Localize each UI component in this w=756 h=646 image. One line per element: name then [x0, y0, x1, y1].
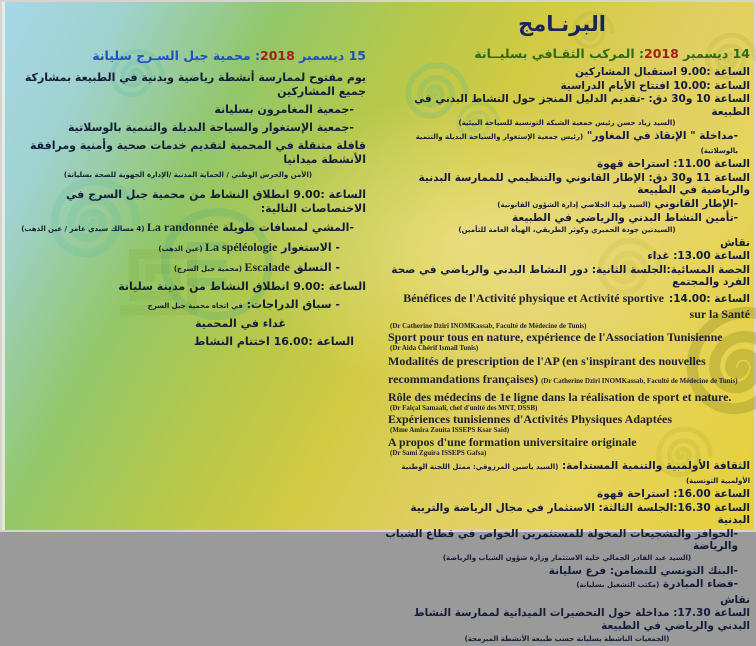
speaker-credit: (رئيس جمعية الإستغوار والسياحة البديلة والتنمية بالوسلاتية) [415, 133, 738, 155]
association-line: -جمعية المغامرون بسليانة [214, 103, 354, 116]
day2-year: 2018 [260, 48, 295, 63]
speaker-credit: (السيد وليد الجلاصي إدارة الشؤون القانونية) [497, 200, 651, 209]
speaker-credit: (Dr Faiçal Samaali, chef d'unité des MNT, DSSB) [390, 403, 538, 412]
schedule-line: يوم مفتوح لممارسة أنشطة رياضية وبدنية في الطبيعة بمشاركة جميع المشاركين [24, 71, 366, 98]
venue-note: (محمية جبل السرج) [173, 265, 245, 273]
schedule-line: الساعة :16.00 اختتام النشاط [193, 335, 354, 348]
speaker-credit: (السيد زياد حسن رئيس جمعية الشبكة التونسية للسياحة البيئية) [458, 119, 676, 127]
page-title: البرنـامج [518, 12, 606, 36]
schedule-line: الثقافة الأولمبية والتنمية المستدامة: (السيد ياسين المرزوقي: ممثل اللجنة الوطنية الأولمبية التونسية) [401, 460, 750, 485]
day1-year: 2018 [644, 46, 679, 61]
speaker-credit: (الجمعيات الناشطة بسليانة حسب طبيعة الأنشطة المبرمجة) [464, 635, 670, 643]
schedule-line: الساعة :9.00 استقبال المشاركين [574, 66, 750, 78]
talk-title: Modalités de prescription de l'AP (en s'inspirant des nouvelles [388, 353, 706, 368]
speaker-credit: (السيدتين جودة الحميري وكوثر الطريقي، الهيأة العامة للتأمين) [458, 225, 676, 234]
talk-title: الساعة :14.00: Bénéfices de l'Activité physique et Activité sportive sur la Santé [403, 290, 750, 321]
speaker-credit: (مكتب التشغيل بسليانة) [576, 581, 660, 589]
venue-note: في اتجاه محمية جبل السرج [147, 302, 243, 310]
page-edge [2, 2, 5, 530]
speaker-credit: (Dr Aida Chérif Ismaïl Tunis) [390, 344, 479, 352]
session-title: الساعة 16.30:الجلسة الثالثة: الاستثمار في مجال الرياضة والتربية البدنية [410, 501, 750, 526]
talk-title: Expériences tunisiennes d'Activités Physiques Adaptées [388, 412, 673, 426]
activity-line: - التسلق Escalade (محمية جبل السرج) [173, 260, 340, 274]
day2-location: : محمية جبل السـرج سليانة [92, 48, 260, 63]
speaker-credit: (Dr Catherine Dziri INOMKassab, Faculté de Médecine de Tunis) [390, 321, 587, 330]
talk-title: Sport pour tous en nature, expérience de l'Association Tunisienne [388, 330, 723, 344]
speaker-credit: (Dr Catherine Dziri INOMKassab, Faculté de Médecine de Tunis) [541, 376, 738, 385]
talk-title: A propos d'une formation universitaire originale [388, 434, 637, 449]
speaker-credit: (الأمن والحرس الوطني / الحماية المدنية /الإدارة الجهوية للصحة بسليانة) [63, 171, 313, 179]
schedule-line: غداء في المحمية [195, 317, 286, 330]
speaker-credit: (Mme Amira Zouita ISSEPS Ksar Saïd) [390, 426, 510, 434]
speaker-credit: (السيد ياسين المرزوقي: ممثل اللجنة الوطنية الأولمبية التونسية) [401, 463, 750, 485]
day2-header [10, 48, 366, 63]
activity-line: - سباق الدراجات: في اتجاه محمية جبل السرج [147, 298, 340, 311]
schedule-line: الساعة 17.30: مداخلة حول التحضيرات الميدانية لممارسة النشاط البدني والرياضي في الطبيعة [413, 607, 750, 632]
session-title: الحصة المسائية:الجلسة الثانية: دور النشاط البدني والرياضي في صحة الفرد والمجتمع [391, 263, 750, 288]
schedule-line: الساعة :9.00 انطلاق النشاط من محمية جبل السرج في الاختصاصات التالية: [66, 188, 366, 215]
schedule-line: -تأمين النشاط البدني والرياضي في الطبيعة [512, 212, 738, 224]
venue-note: (عين الذهب) [158, 245, 205, 253]
day1-column [384, 46, 750, 646]
talk-title: Rôle des médecins de 1e ligne dans la réalisation de sport et nature. [388, 389, 732, 404]
speaker-credit: (Dr Sami Zguira ISSEPS Gafsa) [390, 448, 487, 457]
activity-line: - الاستغوار La spéléologie (عين الذهب) [158, 240, 340, 254]
association-line: -جمعية الإستغوار والسياحة البديلة والتنمية بالوسلاتية [67, 121, 354, 134]
day1-header [384, 46, 750, 61]
schedule-line: الساعة 16.00: استراحة قهوة [597, 488, 750, 500]
schedule-line: -مداخلة " الإنقاذ في المغاور" (رئيس جمعية الإستغوار والسياحة البديلة والتنمية بالوسلاتية) [415, 130, 738, 155]
schedule-line: -فضاء المبادرة (مكتب التشغيل بسليانة) [576, 578, 738, 590]
venue-note: (4 مسالك سيدي عامر / عين الذهب) [21, 225, 147, 233]
activity-line: -المشي لمسافات طويلة La randonnée (4 مسالك سيدي عامر / عين الذهب) [21, 220, 354, 234]
schedule-line: -الإطار القانوني (السيد وليد الجلاصي إدارة الشؤون القانونية) [497, 197, 738, 210]
day1-date: 14 ديسمبر [678, 46, 750, 61]
day2-column [10, 48, 366, 353]
day1-location: : المركب الثقـافي بسليــانة [474, 46, 644, 61]
schedule-line: -البنك التونسي للتضامن: فرع سليانة [548, 564, 738, 577]
schedule-line: الساعة 10 و30 دق: -تقديم الدليل المنجز حول النشاط البدني في الطبيعة [414, 93, 750, 118]
schedule-line: الساعة 11.00: استراحة قهوة [597, 158, 750, 170]
schedule-line: الساعة :9.00 انطلاق النشاط من مدينة سليانة [118, 280, 366, 293]
discussion-line: نقاش [720, 593, 750, 606]
day2-date: 15 ديسمبر [294, 48, 366, 63]
discussion-line: نقاش [720, 236, 750, 249]
talk-title: recommandations françaises) (Dr Catherine Dziri INOMKassab, Faculté de Médecine de Tunis) [388, 371, 738, 386]
schedule-line: الساعة 13.00: غداء [647, 250, 750, 262]
schedule-line: قافلة متنقلة في المحمية لتقديم خدمات صحية وأمنية ومرافقة الأنشطة ميدانيا [29, 139, 366, 166]
schedule-line: الساعة 11 و30 دق: الإطار القانوني والتنظيمي للممارسة البدنية والرياضية في الطبيعة [418, 171, 750, 196]
speaker-credit: (السيد عبد القادر الجمالي خلية الاستثمار وزارة شؤون الشباب والرياضة) [442, 553, 692, 562]
schedule-line: الساعة :10.00 افتتاح الأيام الدراسية [560, 79, 750, 92]
schedule-line: -الحوافز والتشجيعات المخولة للمستثمرين الخواص في قطاع الشباب والرياضة [385, 527, 738, 552]
